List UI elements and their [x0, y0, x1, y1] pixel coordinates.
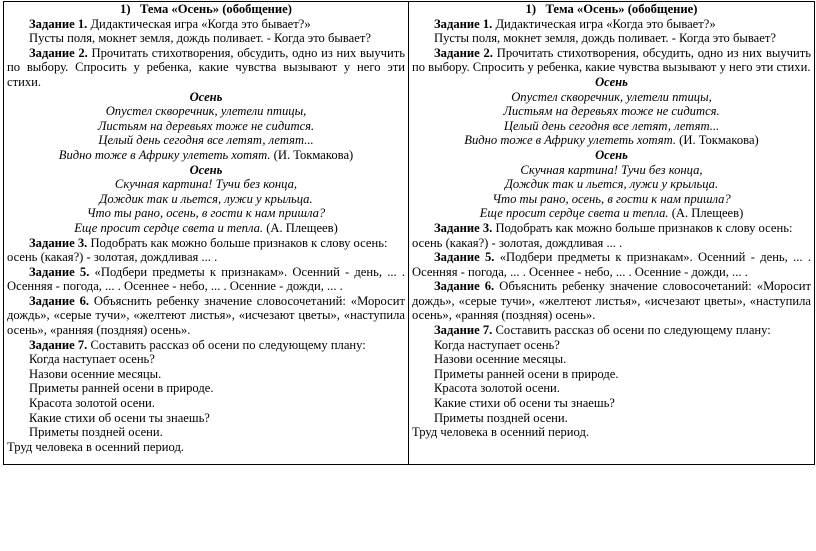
text-line — [7, 90, 405, 105]
text-span: Осенняя - погода, ... . Осеннее - небо, ... . Осенние - дожди, ... . — [412, 264, 748, 279]
text-line — [412, 104, 811, 119]
text-line — [7, 396, 405, 411]
text-span: стихи. — [7, 74, 42, 89]
text-line — [7, 163, 405, 178]
text-line — [7, 367, 405, 382]
text-span: Что ты рано, осень, в гости к нам пришла? — [492, 191, 731, 206]
text-span: (И. Токмакова) — [676, 133, 759, 148]
text-span: Объяснить ребенку значение словосочетаний: «Моросит — [494, 279, 811, 294]
text-line — [7, 119, 405, 134]
text-line — [7, 17, 405, 32]
task-label: Задание 5. — [29, 264, 90, 279]
text-line — [7, 338, 405, 353]
text-line — [412, 17, 811, 32]
text-span: Приметы поздней осени. — [434, 410, 568, 425]
text-line — [412, 206, 811, 221]
text-span: Объяснить ребенку значение словосочетаний: «Моросит — [89, 293, 405, 308]
text-line — [412, 381, 811, 396]
text-line — [412, 236, 811, 251]
text-span: Приметы поздней осени. — [29, 425, 163, 440]
text-span: Дождик так и льется, лужи у крыльца. — [504, 177, 719, 192]
poem-title: Осень — [189, 89, 223, 104]
text-line — [412, 396, 811, 411]
text-span: по выбору. Спросить у ребенка, какие чувства вызывают у него эти — [7, 60, 405, 75]
text-span: Еще просит сердце света и тепла. — [479, 206, 669, 221]
task-label: Задание 3. — [434, 220, 493, 235]
poem-title: Осень — [595, 74, 628, 89]
text-line — [7, 352, 405, 367]
text-line — [7, 425, 405, 440]
text-span: Дидактическая игра «Когда это бывает?» — [87, 16, 311, 31]
text-span: осень (какая?) - золотая, дождливая ... . — [7, 250, 218, 265]
poem-title: Осень — [189, 162, 223, 177]
text-span: Подобрать как можно больше признаков к слову осень: — [87, 235, 388, 250]
text-span: дождь», «серые тучи», «желтеют листья», «исчезают цветы», «наступила — [7, 308, 405, 323]
text-line — [7, 104, 405, 119]
text-line — [412, 133, 811, 148]
text-line — [7, 31, 405, 46]
text-line — [412, 352, 811, 367]
text-line — [412, 2, 811, 17]
text-line — [412, 75, 811, 90]
text-span: Пусты поля, мокнет земля, дождь поливает. - Когда это бывает? — [29, 31, 371, 46]
text-line — [7, 236, 405, 251]
text-line — [7, 60, 405, 75]
text-span: Приметы ранней осени в природе. — [434, 366, 619, 381]
text-line — [412, 221, 811, 236]
task-label: Задание 7. — [434, 323, 493, 338]
text-line — [412, 338, 811, 353]
text-line — [7, 148, 405, 163]
text-span: осень», «ранняя (поздняя) осень». — [412, 308, 596, 323]
text-span: Какие стихи об осени ты знаешь? — [29, 410, 210, 425]
text-span: Составить рассказ об осени по следующему плану: — [87, 337, 366, 352]
text-line — [7, 2, 405, 17]
document-table — [3, 1, 815, 465]
text-span: Что ты рано, осень, в гости к нам пришла? — [86, 206, 326, 221]
text-span: Опустел скворечник, улетели птицы, — [105, 104, 307, 119]
text-span: Видно тоже в Африку улететь хотят. — [58, 147, 271, 162]
text-line — [7, 221, 405, 236]
text-line — [412, 60, 811, 75]
text-span: Дидактическая игра «Когда это бывает?» — [492, 16, 716, 31]
text-span: Осенняя - погода, ... . Осеннее - небо, ... . Осенние - дожди, ... . — [7, 279, 343, 294]
text-span: Прочитать стихотворения, обсудить, одно из них выучить — [492, 45, 811, 60]
text-span: Когда наступает осень? — [434, 337, 560, 352]
poem-title: Осень — [595, 147, 628, 162]
text-span: (А. Плещеев) — [668, 206, 744, 221]
task-label: Задание 2. — [29, 45, 88, 60]
text-span: по выбору. Спросить у ребенка, какие чувства вызывают у него эти стихи. — [412, 60, 811, 75]
text-line — [412, 250, 811, 265]
text-span: «Подбери предметы к признакам». Осенний - день, ... . — [494, 250, 811, 265]
text-span: Скучная картина! Тучи без конца, — [520, 162, 703, 177]
text-span: Дождик так и льется, лужи у крыльца. — [99, 191, 313, 206]
text-line — [412, 367, 811, 382]
text-line — [412, 148, 811, 163]
text-line — [7, 265, 405, 280]
text-span: Труд человека в осенний период. — [412, 425, 590, 440]
text-span: Назови осенние месяцы. — [29, 366, 162, 381]
text-span: Красота золотой осени. — [434, 381, 560, 396]
text-span: Какие стихи об осени ты знаешь? — [434, 396, 615, 411]
text-line — [412, 265, 811, 280]
task-label: Задание 7. — [29, 337, 88, 352]
text-span: Приметы ранней осени в природе. — [29, 381, 214, 396]
text-line — [412, 90, 811, 105]
task-label: Задание 1. — [434, 16, 493, 31]
text-line — [412, 177, 811, 192]
task-label: Задание 3. — [29, 235, 88, 250]
text-line — [412, 192, 811, 207]
text-span: 1) Тема «Осень» (обобщение) — [120, 2, 292, 16]
text-line — [7, 279, 405, 294]
text-span: осень», «ранняя (поздняя) осень». — [7, 323, 191, 338]
text-span: Листьям на деревьях тоже не сидится. — [97, 118, 315, 133]
text-span: «Подбери предметы к признакам». Осенний - день, ... . — [89, 264, 406, 279]
text-span: 1) Тема «Осень» (обобщение) — [525, 2, 698, 16]
text-line — [412, 46, 811, 61]
text-line — [7, 381, 405, 396]
right-column — [409, 2, 814, 464]
text-span: Труд человека в осенний период. — [7, 439, 185, 454]
text-span: Еще просит сердце света и тепла. — [74, 220, 264, 235]
task-label: Задание 5. — [434, 250, 495, 265]
text-line — [7, 323, 405, 338]
left-column — [4, 2, 409, 464]
text-line — [412, 425, 811, 440]
text-span: Целый день сегодня все летят, летят... — [98, 133, 314, 148]
text-line — [412, 294, 811, 309]
task-label: Задание 6. — [434, 279, 495, 294]
text-line — [412, 163, 811, 178]
text-line — [7, 206, 405, 221]
text-span: Подобрать как можно больше признаков к слову осень: — [492, 220, 793, 235]
task-label: Задание 2. — [434, 45, 493, 60]
text-span: Листьям на деревьях тоже не сидится. — [503, 104, 720, 119]
text-line — [7, 294, 405, 309]
text-span: Составить рассказ об осени по следующему плану: — [492, 323, 771, 338]
text-span: Скучная картина! Тучи без конца, — [114, 177, 298, 192]
text-line — [412, 31, 811, 46]
text-line — [7, 250, 405, 265]
text-line — [412, 279, 811, 294]
text-line — [7, 177, 405, 192]
text-span: Пусты поля, мокнет земля, дождь поливает. - Когда это бывает? — [434, 31, 776, 46]
text-span: (А. Плещеев) — [263, 220, 338, 235]
text-span: дождь», «серые тучи», «желтеют листья», «исчезают цветы», «наступила — [412, 293, 811, 308]
text-line — [7, 308, 405, 323]
text-span: (И. Токмакова) — [270, 147, 354, 162]
text-span: Прочитать стихотворения, обсудить, одно из них выучить — [87, 45, 405, 60]
text-line — [7, 192, 405, 207]
text-line — [7, 440, 405, 455]
text-line — [7, 133, 405, 148]
text-line — [7, 411, 405, 426]
text-line — [412, 411, 811, 426]
text-span: Назови осенние месяцы. — [434, 352, 567, 367]
text-line — [412, 119, 811, 134]
text-span: Красота золотой осени. — [29, 396, 155, 411]
text-line — [412, 323, 811, 338]
text-span: Видно тоже в Африку улететь хотят. — [464, 133, 677, 148]
text-line — [412, 308, 811, 323]
text-span: Целый день сегодня все летят, летят... — [503, 118, 720, 133]
task-label: Задание 1. — [29, 16, 88, 31]
text-line — [7, 75, 405, 90]
text-line — [7, 46, 405, 61]
task-label: Задание 6. — [29, 293, 90, 308]
text-span: осень (какая?) - золотая, дождливая ... . — [412, 235, 623, 250]
text-span: Когда наступает осень? — [29, 352, 155, 367]
text-span: Опустел скворечник, улетели птицы, — [511, 89, 712, 104]
